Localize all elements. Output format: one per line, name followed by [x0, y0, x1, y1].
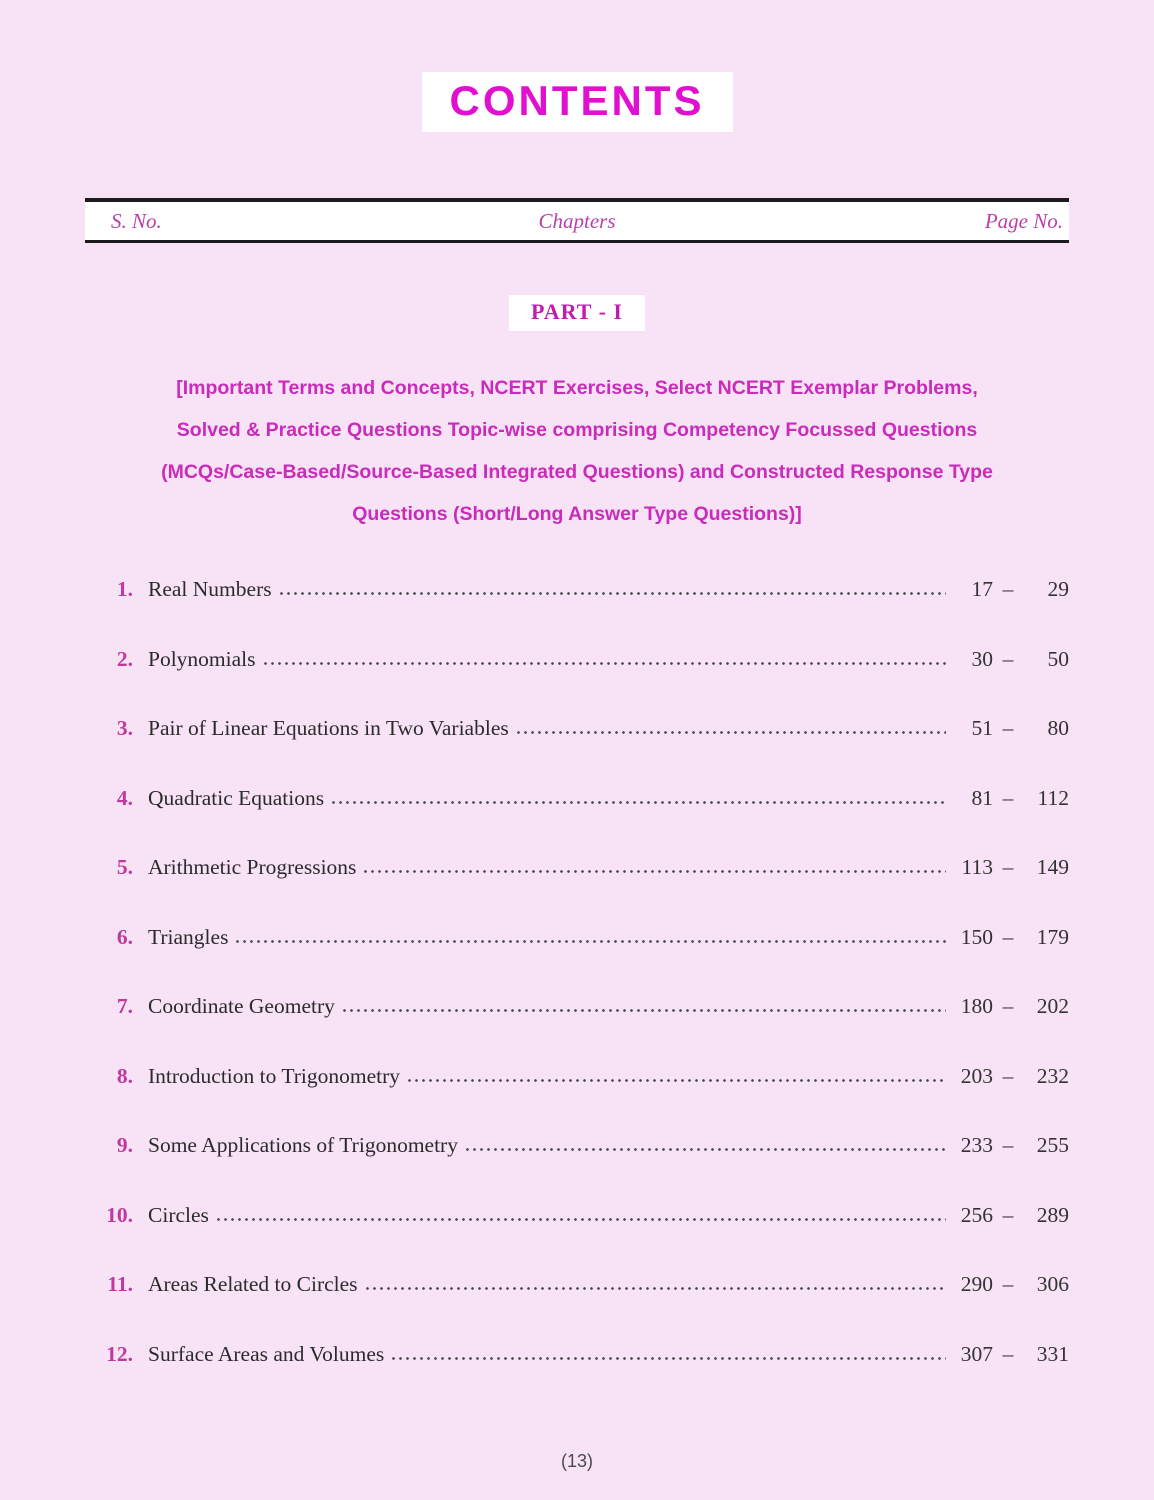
column-header-serial-no: S. No.	[111, 208, 162, 233]
part-description-line: Solved & Practice Questions Topic-wise comprising Competency Focussed Questions	[176, 419, 978, 441]
page-start: 233	[960, 1133, 993, 1157]
chapter-page-range	[949, 855, 1069, 880]
dotted-leader	[406, 1078, 946, 1083]
page-start: 150	[960, 924, 993, 949]
dotted-leader	[215, 1217, 946, 1222]
page-end: 50	[1047, 646, 1069, 671]
dotted-leader	[515, 730, 946, 735]
footer-page-number: (13)	[560, 1451, 593, 1471]
part-description-line: [Important Terms and Concepts, NCERT Exercises, Select NCERT Exemplar Problems,	[176, 377, 978, 399]
chapter-page-range	[949, 994, 1069, 1019]
chapter-page-range	[949, 716, 1069, 741]
chapter-number: 7.	[116, 994, 133, 1018]
chapter-row	[85, 647, 1069, 717]
chapter-number: 11.	[107, 1272, 133, 1296]
chapter-row	[85, 577, 1069, 647]
part-description-line: (MCQs/Case-Based/Source-Based Integrated Questions) and Constructed Response Type	[161, 461, 993, 483]
page-start: 180	[960, 994, 993, 1018]
page-end: 149	[1036, 855, 1069, 879]
chapter-title: Triangles	[148, 924, 229, 949]
chapter-title: Surface Areas and Volumes	[148, 1341, 385, 1366]
page-range-dash: –	[1002, 1063, 1014, 1088]
chapter-number: 6.	[116, 924, 133, 949]
chapter-number: 10.	[106, 1202, 133, 1227]
page-start: 113	[961, 855, 993, 879]
chapter-row	[85, 1342, 1069, 1412]
page-end: 331	[1036, 1341, 1069, 1366]
chapter-number: 2.	[116, 646, 133, 671]
dotted-leader	[362, 869, 946, 874]
dotted-leader	[341, 1008, 946, 1013]
chapter-page-range	[949, 1064, 1069, 1089]
page-start: 30	[971, 646, 993, 671]
part-description-line: Questions (Short/Long Answer Type Questions)]	[352, 503, 802, 525]
page-end: 255	[1036, 1133, 1069, 1157]
page-range-dash: –	[1002, 924, 1014, 949]
dotted-leader	[464, 1147, 946, 1152]
column-header-page-no: Page No.	[984, 208, 1063, 233]
page-range-dash: –	[1002, 1133, 1014, 1157]
page-end: 179	[1036, 924, 1069, 949]
chapter-title: Circles	[148, 1202, 209, 1227]
page-end: 202	[1036, 994, 1069, 1018]
chapter-row	[85, 994, 1069, 1064]
chapter-page-range	[949, 1342, 1069, 1367]
chapter-page-range	[949, 1133, 1069, 1158]
chapter-page-range	[949, 1203, 1069, 1228]
page-range-dash: –	[1002, 855, 1014, 879]
chapter-number: 3.	[116, 716, 133, 740]
chapter-page-range	[949, 1272, 1069, 1297]
page-end: 232	[1036, 1063, 1069, 1088]
page-end: 80	[1047, 716, 1069, 740]
page-end: 306	[1036, 1272, 1069, 1296]
page-range-dash: –	[1002, 1341, 1014, 1366]
chapter-title: Quadratic Equations	[148, 785, 325, 810]
page-range-dash: –	[1002, 646, 1014, 671]
chapter-page-range	[949, 925, 1069, 950]
page-range-dash: –	[1002, 994, 1014, 1018]
dotted-leader	[262, 661, 946, 666]
chapter-row	[85, 1272, 1069, 1342]
page-start: 51	[971, 716, 993, 740]
page-start: 81	[971, 785, 993, 810]
chapter-title: Areas Related to Circles	[148, 1272, 358, 1296]
chapter-title: Pair of Linear Equations in Two Variables	[148, 716, 509, 740]
page-start: 17	[971, 577, 993, 601]
page-range-dash: –	[1002, 1272, 1014, 1296]
dotted-leader	[390, 1356, 946, 1361]
dotted-leader	[234, 939, 946, 944]
chapter-title: Coordinate Geometry	[148, 994, 335, 1018]
chapter-page-range	[949, 577, 1069, 602]
chapter-row	[85, 1133, 1069, 1203]
chapter-title: Polynomials	[148, 646, 256, 671]
page-range-dash: –	[1002, 1202, 1014, 1227]
chapter-row	[85, 1064, 1069, 1134]
page-title-wrap	[85, 0, 1069, 132]
chapter-row	[85, 925, 1069, 995]
column-header-chapters: Chapters	[538, 208, 616, 233]
chapter-title: Arithmetic Progressions	[148, 855, 357, 879]
chapter-list	[85, 577, 1069, 1411]
chapter-title: Introduction to Trigonometry	[148, 1063, 401, 1088]
chapter-row	[85, 786, 1069, 856]
page-end: 112	[1037, 785, 1069, 810]
part-label: PART - I	[509, 295, 645, 331]
chapter-row	[85, 716, 1069, 786]
dotted-leader	[278, 591, 946, 596]
dotted-leader	[364, 1286, 946, 1291]
chapter-number: 5.	[116, 855, 133, 879]
table-header	[85, 198, 1069, 243]
page-title: CONTENTS	[449, 77, 705, 124]
dotted-leader	[330, 800, 946, 805]
page-start: 307	[960, 1341, 993, 1366]
chapter-page-range	[949, 647, 1069, 672]
page-start: 203	[960, 1063, 993, 1088]
chapter-number: 1.	[116, 577, 133, 601]
page-range-dash: –	[1002, 716, 1014, 740]
page-range-dash: –	[1002, 577, 1014, 601]
page-title-box	[422, 72, 733, 132]
chapter-number: 8.	[116, 1063, 133, 1088]
page-range-dash: –	[1002, 785, 1014, 810]
chapter-number: 12.	[106, 1341, 133, 1366]
chapter-page-range	[949, 786, 1069, 811]
page-start: 290	[960, 1272, 993, 1296]
chapter-row	[85, 855, 1069, 925]
page-start: 256	[960, 1202, 993, 1227]
chapter-number: 4.	[116, 785, 133, 810]
part-description	[85, 367, 1069, 535]
page-end: 289	[1036, 1202, 1069, 1227]
page-end: 29	[1047, 577, 1069, 601]
chapter-title: Some Applications of Trigonometry	[148, 1133, 458, 1157]
chapter-number: 9.	[116, 1133, 133, 1157]
chapter-title: Real Numbers	[148, 577, 272, 601]
chapter-row	[85, 1203, 1069, 1273]
part-label-wrap	[85, 295, 1069, 331]
